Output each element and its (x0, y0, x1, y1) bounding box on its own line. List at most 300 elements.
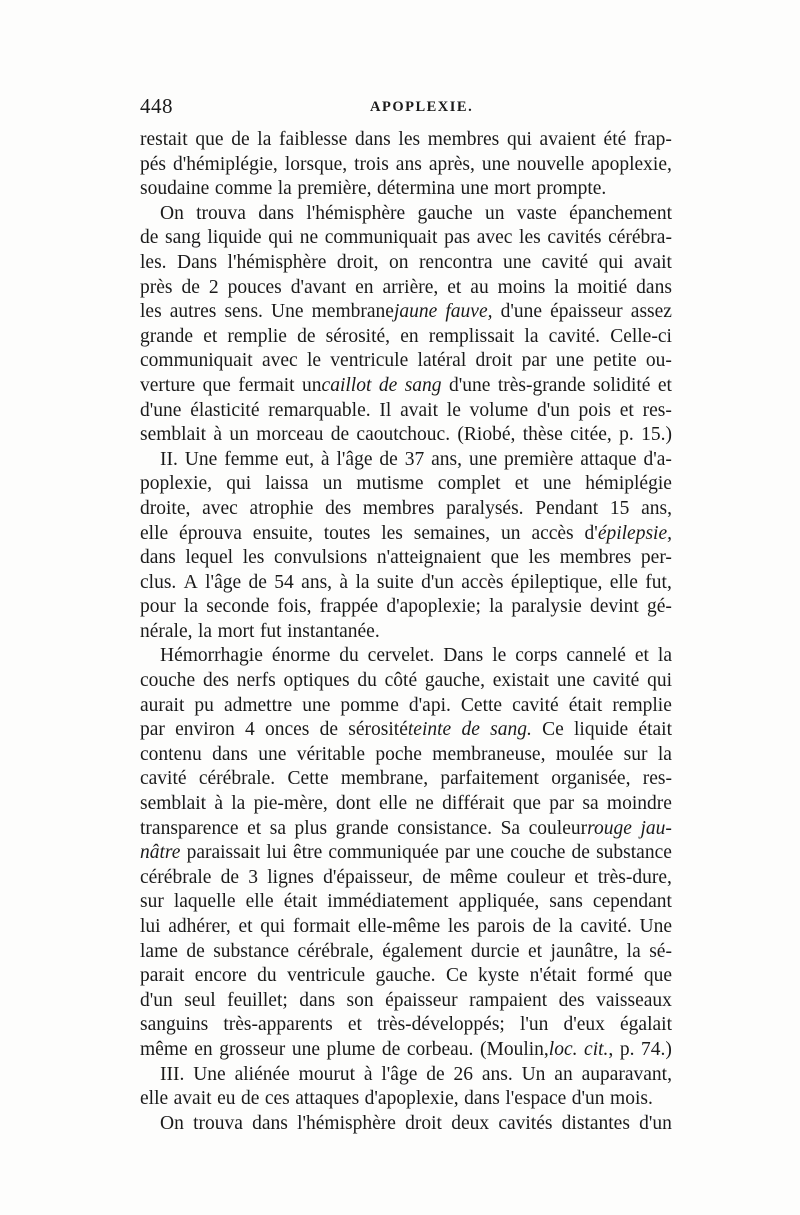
word: dans (464, 1088, 500, 1110)
text-line (140, 595, 672, 620)
word: même (140, 1038, 188, 1060)
word: à (339, 571, 349, 593)
word: fermait (238, 374, 295, 396)
word: la (231, 793, 246, 815)
word: par (444, 842, 470, 864)
word: on (388, 251, 409, 273)
word: ventricule (287, 965, 366, 987)
word: première, (297, 178, 372, 200)
word: ces (264, 1088, 290, 1110)
word: d'un (140, 989, 173, 1011)
word: une (475, 842, 505, 864)
word: 2 (208, 276, 219, 298)
word: par (140, 719, 165, 741)
word: couleur (506, 866, 566, 888)
word: 15.) (641, 424, 672, 446)
word: à (363, 1063, 373, 1085)
word: assez (630, 301, 672, 323)
word: de (571, 842, 590, 864)
word: les (398, 129, 421, 150)
word: un (322, 473, 343, 495)
word: cavité. (580, 916, 632, 937)
word: d'un (639, 1112, 672, 1134)
word: une (302, 694, 331, 716)
word: plume (326, 1038, 376, 1060)
word: la (355, 571, 370, 593)
word: (Moulin,loc. (479, 1038, 578, 1060)
word: de (297, 325, 316, 347)
word: couleurrouge (528, 817, 632, 839)
word: Dans (177, 251, 218, 273)
word: contenu (140, 743, 202, 765)
text-line (140, 743, 672, 768)
word: les (140, 301, 162, 323)
word: laissa (265, 473, 309, 495)
word: éprouva (179, 522, 242, 544)
word: lui (266, 842, 287, 864)
word: qui (647, 670, 672, 692)
word: du (357, 670, 377, 692)
word: an (554, 1063, 573, 1085)
text-line (140, 399, 672, 424)
word: soudaine (140, 178, 210, 200)
text-line (140, 718, 672, 743)
word: l'âge (205, 571, 242, 593)
word: cavité (592, 670, 640, 692)
word: des (325, 497, 352, 519)
word: couche (510, 842, 566, 864)
word: sérosité, (325, 325, 391, 347)
word: mort (217, 620, 255, 642)
word: eu (217, 1088, 236, 1110)
word: admettre (223, 694, 293, 716)
word: véritable (296, 743, 365, 765)
word: environ (175, 719, 235, 741)
word: la (277, 178, 292, 200)
word: Un (521, 1063, 546, 1085)
word: un (501, 522, 521, 544)
word: pés (140, 153, 166, 175)
text-line (140, 694, 672, 719)
word: épaisseur (385, 989, 458, 1011)
text-line (140, 792, 672, 817)
word: et (347, 1014, 362, 1036)
word: frappée (319, 596, 379, 618)
word: remarquable. (268, 399, 371, 421)
word: de (378, 374, 398, 396)
word: semblait (140, 424, 207, 446)
word: dans (252, 1112, 288, 1134)
text-line (140, 349, 672, 374)
word: volume (469, 399, 529, 421)
word: Sa (500, 817, 521, 839)
text-line (140, 128, 672, 153)
word: A (183, 571, 198, 593)
text-line (140, 1013, 672, 1038)
word: Cette (460, 694, 503, 716)
text-line (140, 841, 672, 866)
word: 37 (404, 448, 425, 470)
running-title: APOPLEXIE. (370, 99, 474, 115)
word: vaisseaux (596, 989, 672, 1011)
word: Une (184, 448, 218, 470)
word: cit., (584, 1038, 614, 1060)
word: accès (461, 571, 504, 593)
word: jau- (640, 817, 672, 839)
word: une (291, 1038, 320, 1060)
word: membres (427, 129, 500, 150)
word: seul (184, 989, 216, 1011)
word: poplexie, (140, 473, 213, 495)
word: une (460, 178, 489, 200)
word: ans, (431, 448, 463, 470)
word: adhérer, (168, 916, 231, 937)
word: l'un (519, 1014, 549, 1036)
word: le (446, 399, 461, 421)
word: droit (405, 1112, 442, 1134)
word: Celle-ci (610, 325, 672, 347)
word: eut, (285, 448, 314, 470)
word: corps (515, 645, 558, 667)
word: des (558, 989, 585, 1011)
word: la (657, 645, 672, 667)
word: restait (140, 129, 188, 150)
word: les (447, 916, 470, 937)
word: la (626, 940, 641, 962)
word: moindre (606, 793, 672, 815)
word: à (320, 448, 330, 470)
text-line (140, 423, 672, 448)
text-line (140, 1112, 672, 1137)
word: d'épilepsie, (584, 522, 672, 544)
word: liquide (207, 227, 262, 249)
text-line (140, 251, 672, 276)
word: qui (598, 251, 624, 273)
text-line (140, 546, 672, 571)
word: durcie (470, 940, 520, 962)
word: elle (140, 1088, 169, 1110)
word: elle (609, 571, 638, 593)
word: était (568, 694, 603, 716)
word: grosseur (219, 1038, 286, 1060)
word: d'api. (408, 694, 451, 716)
word: sens. (224, 301, 263, 323)
word: l'hémisphère (306, 202, 406, 224)
word: droit, (336, 251, 379, 273)
word: n'était (529, 965, 577, 987)
word: couche (140, 670, 196, 692)
word: ne (299, 227, 319, 249)
text-line (140, 890, 672, 915)
word: organisée, (551, 768, 631, 790)
word: de (248, 571, 267, 593)
word: transparence (140, 817, 239, 839)
word: ou- (645, 350, 672, 372)
word: le (492, 645, 507, 667)
word: dont (336, 793, 371, 815)
word: un (229, 424, 249, 446)
word: était (638, 719, 672, 741)
word: droit (475, 350, 513, 372)
word: cependant (592, 891, 672, 913)
word: par (521, 350, 547, 372)
word: jaunâtre, (550, 940, 619, 962)
word: onces (264, 719, 310, 741)
word: qui (226, 473, 252, 495)
word: un (484, 202, 505, 224)
word: sang. (490, 719, 532, 741)
word: première (504, 448, 574, 470)
word: et (619, 399, 634, 421)
text-line (140, 472, 672, 497)
word: 3 (248, 866, 259, 888)
word: optiques (283, 670, 350, 692)
word: III. (160, 1063, 185, 1085)
word: remplissait (428, 325, 515, 347)
word: sa (582, 793, 599, 815)
word: p. (619, 1038, 635, 1060)
word: instantanée. (287, 620, 380, 642)
word: accès (531, 522, 574, 544)
word: de (422, 866, 441, 888)
word: une (556, 670, 585, 692)
word: trouva (193, 1112, 243, 1134)
word: avait (634, 251, 672, 273)
text-line (140, 1038, 672, 1063)
word: l'espace (505, 1088, 567, 1110)
word: les (242, 547, 265, 569)
body-text (140, 128, 672, 1136)
word: sang (404, 374, 442, 396)
word: apoplexie, (591, 153, 672, 175)
word: élasticité (190, 399, 260, 421)
word: sans (549, 891, 583, 913)
word: On (160, 1112, 184, 1134)
word: p. (619, 424, 634, 446)
word: une (542, 473, 572, 495)
word: mourut (298, 1063, 355, 1085)
word: très-développés; (377, 1014, 505, 1036)
word: parois (477, 916, 525, 937)
word: du (257, 965, 277, 987)
word: et (657, 374, 672, 396)
word: que (202, 374, 231, 396)
word: lequel (185, 547, 234, 569)
word: une (555, 350, 585, 372)
word: communiquait (140, 350, 253, 372)
word: dans (140, 547, 176, 569)
word: gé- (647, 596, 672, 618)
word: dans (212, 743, 248, 765)
word: dans (636, 276, 672, 298)
word: sé- (649, 940, 672, 962)
word: pomme (340, 694, 399, 716)
word: Ce (445, 965, 468, 987)
word: mutisme (356, 473, 424, 495)
word: cervelet. (367, 645, 435, 667)
word: à (214, 793, 223, 815)
word: parait (140, 965, 185, 987)
word: elle-même (357, 916, 441, 937)
word: les (519, 227, 541, 249)
word: lignes (267, 866, 314, 888)
word: d'hémiplégie, (173, 153, 278, 175)
word: d'un (571, 1088, 605, 1110)
text-line (140, 522, 672, 547)
word: cavité (541, 251, 589, 273)
text-line (140, 620, 672, 645)
word: sanguins (140, 1014, 209, 1036)
word: être (293, 842, 323, 864)
word: pour (140, 596, 176, 618)
word: rencontra (418, 251, 493, 273)
word: d'une (140, 399, 182, 421)
word: que (490, 547, 519, 569)
word: la (183, 596, 199, 618)
word: citée, (570, 424, 612, 446)
word: cérébrale. (198, 768, 276, 790)
word: aliénée (234, 1063, 290, 1085)
word: moulée (555, 743, 614, 765)
word: au (470, 276, 489, 298)
word: avec (261, 350, 298, 372)
word: Une (271, 301, 304, 323)
word: et (574, 866, 589, 888)
word: 26 (453, 1063, 473, 1085)
word: était (283, 891, 318, 913)
word: la (657, 743, 672, 765)
text-line (140, 571, 672, 596)
word: semblait (140, 793, 207, 815)
text-line (140, 153, 672, 178)
word: les. (140, 251, 167, 273)
word: corbeau. (406, 1038, 474, 1060)
word: près (140, 276, 173, 298)
word: latéral (417, 350, 467, 372)
word: en (355, 276, 374, 298)
word: 54 (274, 571, 294, 593)
word: res- (642, 399, 672, 421)
word: mois. (610, 1088, 653, 1110)
word: paralysés. (446, 497, 524, 519)
word: les (381, 522, 403, 544)
word: de (330, 424, 350, 446)
word: différait (442, 793, 505, 815)
word: clus. (140, 571, 177, 593)
text-line (140, 866, 672, 891)
word: par (549, 793, 575, 815)
word: elle (378, 793, 408, 815)
word: fois, (277, 596, 312, 618)
word: thèse (522, 424, 563, 446)
text-line (140, 767, 672, 792)
word: à (213, 424, 223, 446)
word: formait (292, 916, 351, 937)
word: énorme (271, 645, 331, 667)
word: arrière, (382, 276, 439, 298)
word: en (400, 325, 419, 347)
text-line (140, 448, 672, 473)
word: prompte. (536, 178, 607, 200)
word: fut (259, 620, 282, 642)
text-line (140, 644, 672, 669)
word: épileptique, (510, 571, 603, 593)
word: d'apoplexie, (364, 1088, 459, 1110)
text-line (140, 915, 672, 940)
word: 74.) (641, 1038, 672, 1060)
word: Une (639, 916, 672, 937)
word: le (306, 350, 322, 372)
word: frap- (633, 129, 672, 150)
word: trois (354, 153, 389, 175)
word: qui (260, 916, 286, 937)
word: également (382, 940, 463, 962)
word: 4 (244, 719, 255, 741)
word: cavité (140, 768, 187, 790)
word: qui (268, 227, 294, 249)
word: cérébrale (140, 866, 212, 888)
word: semaines, (413, 522, 491, 544)
word: substance (596, 842, 672, 864)
text-line (140, 669, 672, 694)
word: d'eux (563, 1014, 605, 1036)
word: verture (140, 374, 196, 396)
word: son (346, 989, 374, 1011)
word: devint (590, 596, 639, 618)
text-line (140, 964, 672, 989)
word: de (379, 448, 398, 470)
word: auparavant, (581, 1063, 672, 1085)
word: lame (140, 940, 178, 962)
word: sa (269, 817, 286, 839)
word: pie-mère, (253, 793, 328, 815)
word: cavités (547, 227, 602, 249)
word: et (634, 645, 649, 667)
word: de (240, 1088, 260, 1110)
word: nâtre (140, 842, 181, 864)
word: consistance. (397, 817, 493, 839)
word: sérositéteinte (348, 719, 452, 741)
word: membrane, (340, 768, 429, 790)
word: et (528, 940, 543, 962)
word: aurait (140, 694, 185, 716)
word: de (461, 719, 480, 741)
word: de (381, 1038, 401, 1060)
word: comme (214, 178, 273, 200)
word: la (524, 325, 539, 347)
word: côté (384, 670, 418, 692)
word: suite (376, 571, 414, 593)
word: que (195, 129, 224, 150)
word: détermina (376, 178, 455, 200)
word: hémiplégie (585, 473, 672, 495)
word: gauche, (424, 670, 485, 692)
word: fut, (645, 571, 672, 593)
word: Cette (287, 768, 329, 790)
word: sur (623, 743, 648, 765)
word: droite, (140, 497, 191, 519)
word: les (528, 547, 551, 569)
word: de (140, 227, 159, 249)
word: feuillet; (227, 989, 288, 1011)
word: d'une (500, 301, 543, 323)
word: d'épaisseur, (323, 866, 413, 888)
word: distantes (561, 1112, 630, 1134)
text-line (140, 817, 672, 842)
word: la (558, 916, 573, 937)
word: l'hémisphère (227, 251, 327, 273)
word: en (194, 1038, 213, 1060)
